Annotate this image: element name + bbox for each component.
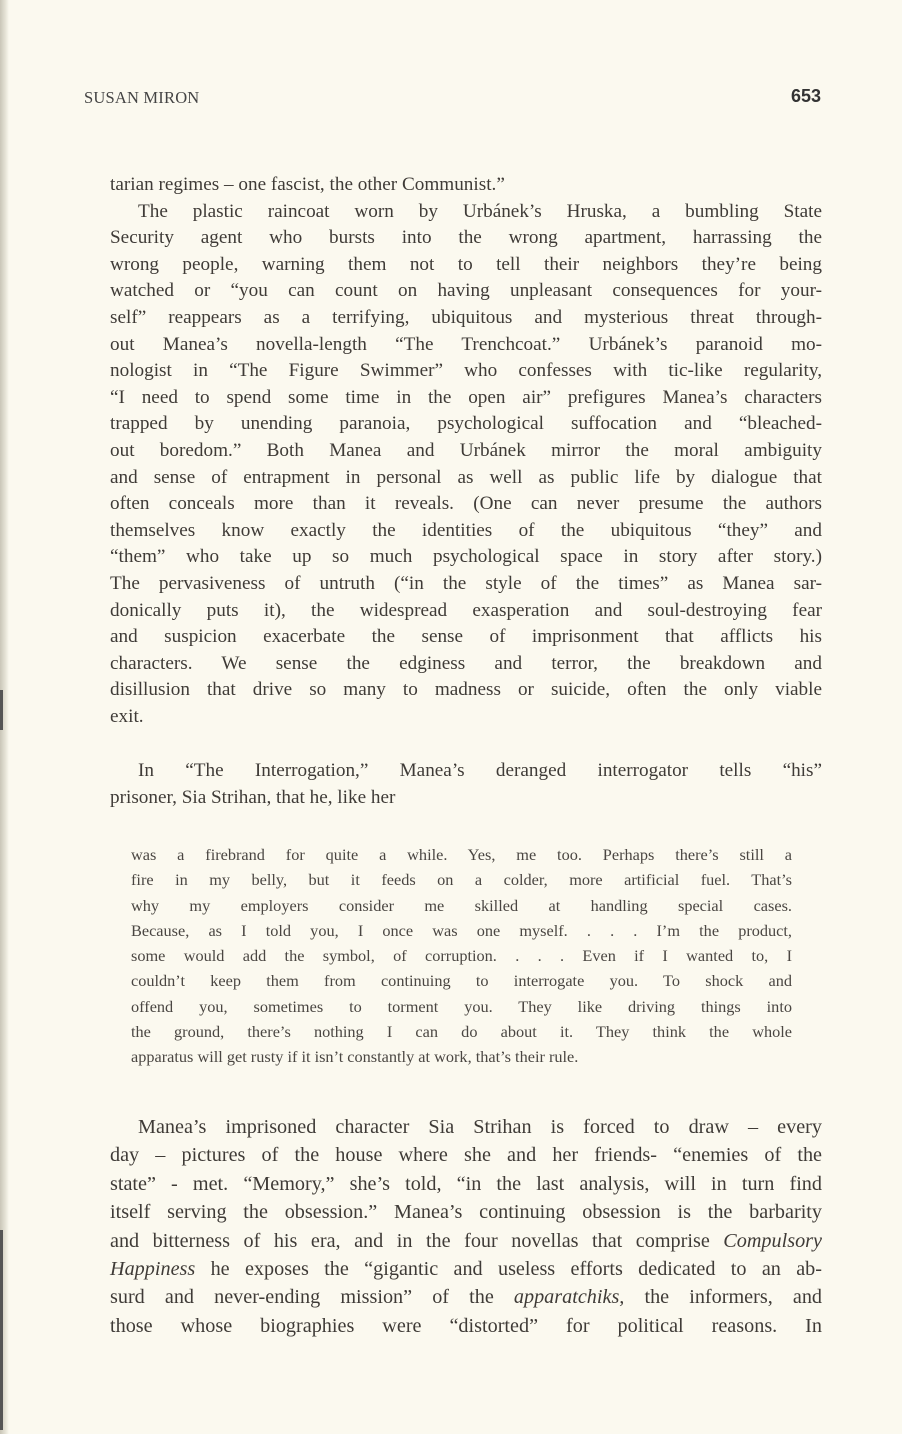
text-line <box>131 867 792 892</box>
body-paragraph-obsession <box>110 1113 822 1340</box>
text-segment: out boredom.” Both Manea and Urbánek mirror the moral ambiguity <box>110 439 822 461</box>
text-line <box>131 893 792 918</box>
text-line <box>110 1312 822 1340</box>
text-segment: and sense of entrapment in personal as well as public life by dialogue that <box>110 466 822 488</box>
italic-title: apparatchiks, <box>513 1286 625 1309</box>
text-segment: itself serving the obsession.” Manea’s continuing obsession is the barbarity <box>110 1201 822 1224</box>
text-segment: couldn’t keep them from continuing to interrogate you. To shock and <box>131 971 792 991</box>
text-segment: day – pictures of the house where she and her friends- “enemies of the <box>110 1144 822 1167</box>
text-line <box>110 758 822 785</box>
text-line <box>110 1170 822 1198</box>
text-segment: donically puts it), the widespread exasperation and soul-destroying fear <box>110 599 822 621</box>
text-line <box>110 385 822 412</box>
text-segment: nologist in “The Figure Swimmer” who confesses with tic-like regularity, <box>110 360 822 382</box>
text-segment: Manea’s imprisoned character Sia Strihan is forced to draw – every <box>138 1116 822 1138</box>
text-line <box>110 1255 822 1283</box>
text-line <box>110 1198 822 1226</box>
text-line <box>110 438 822 465</box>
text-segment: prisoner, Sia Strihan, that he, like her <box>110 786 396 808</box>
text-segment: The pervasiveness of untruth (“in the style of the times” as Manea sar- <box>110 572 822 594</box>
text-segment: The plastic raincoat worn by Urbánek’s Hruska, a bumbling State <box>138 200 822 222</box>
text-line <box>110 172 822 199</box>
text-segment: fire in my belly, but it feeds on a colder, more artificial fuel. That’s <box>131 870 792 890</box>
text-line <box>110 785 822 812</box>
text-segment: was a firebrand for quite a while. Yes, me too. Perhaps there’s still a <box>131 845 792 864</box>
text-line <box>110 252 822 279</box>
block-quote <box>131 842 792 1070</box>
text-segment: self” reappears as a terrifying, ubiquitous and mysterious threat through- <box>110 306 822 328</box>
text-line <box>131 1019 792 1044</box>
body-paragraph-interrogation <box>110 758 822 811</box>
text-segment: the informers, and <box>624 1286 823 1309</box>
text-segment: and bitterness of his era, and in the four novellas that comprise <box>110 1229 724 1252</box>
text-segment: often conceals more than it reveals. (One can never presume the authors <box>110 493 822 515</box>
text-line <box>110 677 822 704</box>
text-segment: “I need to spend some time in the open air” prefigures Manea’s characters <box>110 386 822 408</box>
text-segment: watched or “you can count on having unpleasant consequences for your- <box>110 280 822 302</box>
text-line <box>110 1141 822 1169</box>
text-line <box>110 598 822 625</box>
text-line <box>110 1227 822 1255</box>
text-line <box>110 624 822 651</box>
text-segment: trapped by unending paranoia, psychological suffocation and “bleached- <box>110 413 822 435</box>
text-segment: wrong people, warning them not to tell their neighbors they’re being <box>110 253 822 275</box>
text-segment: some would add the symbol, of corruption. . . . Even if I wanted to, I <box>131 946 792 966</box>
text-segment: why my employers consider me skilled at handling special cases. <box>131 895 792 915</box>
text-line <box>110 278 822 305</box>
text-segment: “them” who take up so much psychological space in story after story.) <box>110 546 822 568</box>
text-line <box>110 358 822 385</box>
italic-title: Happiness <box>110 1258 196 1281</box>
text-segment: Because, as I told you, I once was one myself. . . . I’m the product, <box>131 920 792 940</box>
text-segment: he exposes the “gigantic and useless efforts dedicated to an ab- <box>195 1258 822 1281</box>
text-line <box>110 305 822 332</box>
text-segment: offend you, sometimes to torment you. They like driving things into <box>131 996 792 1016</box>
text-line <box>131 994 792 1019</box>
text-segment: state” - met. “Memory,” she’s told, “in the last analysis, will in turn find <box>110 1172 822 1195</box>
text-segment: tarian regimes – one fascist, the other Communist.” <box>110 174 505 195</box>
page-number: 653 <box>790 86 821 106</box>
text-line <box>110 571 822 598</box>
text-line <box>110 199 822 226</box>
text-line <box>131 943 792 968</box>
running-head: SUSAN MIRON <box>84 88 200 107</box>
text-line <box>110 491 822 518</box>
text-segment: characters. We sense the edginess and terror, the breakdown and <box>110 652 822 674</box>
text-line <box>131 918 792 943</box>
text-line <box>131 1044 792 1069</box>
text-segment: out Manea’s novella-length “The Trenchcoat.” Urbánek’s paranoid mo- <box>110 333 822 355</box>
text-segment: In “The Interrogation,” Manea’s deranged interrogator tells “his” <box>138 760 822 781</box>
text-segment: those whose biographies were “distorted” for political reasons. In <box>110 1314 822 1337</box>
text-segment: themselves know exactly the identities of the ubiquitous “they” and <box>110 519 822 541</box>
text-line <box>131 968 792 993</box>
text-segment: the ground, there’s nothing I can do about it. They think the whole <box>131 1022 792 1042</box>
scan-shadow <box>0 690 3 730</box>
scan-shadow <box>0 1230 3 1430</box>
text-line <box>110 544 822 571</box>
italic-title: Compulsory <box>723 1229 822 1252</box>
text-line <box>110 411 822 438</box>
text-segment: surd and never-ending mission” of the <box>110 1286 514 1309</box>
text-line <box>110 518 822 545</box>
text-line <box>110 651 822 678</box>
text-segment: Security agent who bursts into the wrong apartment, harrassing the <box>110 227 822 249</box>
body-paragraphs <box>110 172 822 730</box>
text-line <box>131 842 792 867</box>
text-segment: and suspicion exacerbate the sense of imprisonment that afflicts his <box>110 626 822 648</box>
text-line <box>110 465 822 492</box>
text-line <box>110 704 822 731</box>
text-line <box>110 1283 822 1311</box>
text-segment: disillusion that drive so many to madness or suicide, often the only viable <box>110 679 822 701</box>
text-segment: apparatus will get rusty if it isn’t constantly at work, that’s their rule. <box>131 1047 579 1067</box>
text-line <box>110 332 822 359</box>
text-line <box>110 225 822 252</box>
text-segment: exit. <box>110 705 144 727</box>
text-line <box>110 1113 822 1141</box>
